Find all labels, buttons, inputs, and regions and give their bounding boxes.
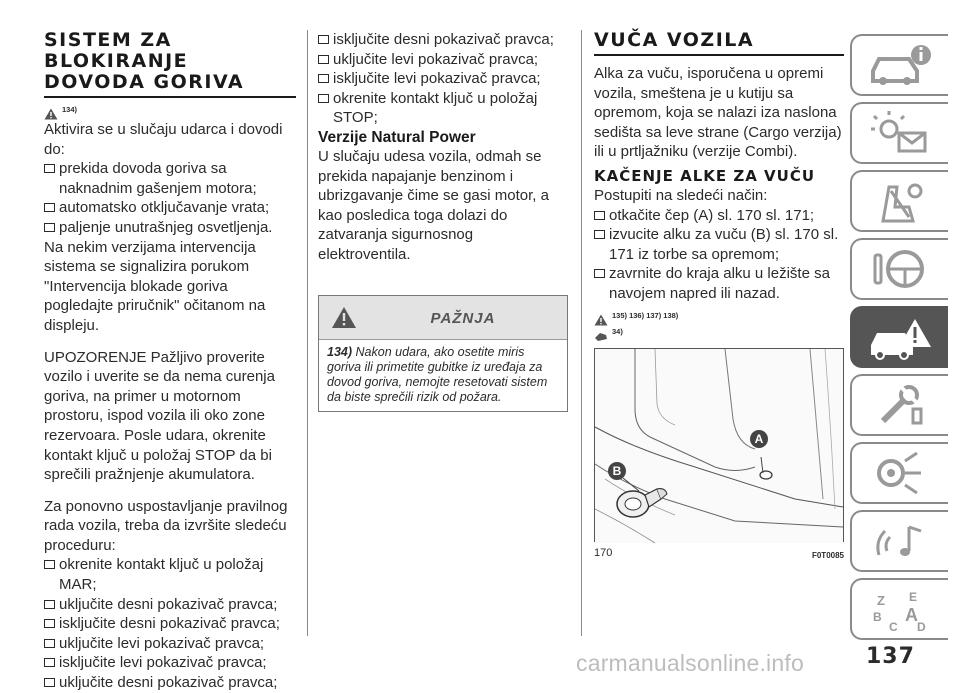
checkbox-bullet-icon [44,560,55,569]
section-title: VUČA VOZILA [594,30,844,56]
warning-box [318,295,568,412]
paragraph: Za ponovno uspostavljanje pravilnog rada vozila, treba da izvršite sledeću proceduru: [44,497,288,554]
list-item: isključite levi pokazivač pravca; [318,69,568,89]
warning-header [319,296,567,340]
checkbox-bullet-icon [594,269,605,278]
warning-title: PAŽNJA [430,309,496,327]
tab-multimedia[interactable] [850,510,948,572]
checkbox-bullet-icon [44,639,55,648]
warning-triangle-icon [594,314,608,326]
svg-text:Z: Z [877,592,885,608]
checkbox-bullet-icon [44,203,55,212]
list-item: izvucite alku za vuču (B) sl. 170 sl. 171 iz torbe sa opremom; [594,225,844,264]
list-item: zavrnite do kraja alku u ležište sa navojem napred ili nazad. [594,264,844,303]
column-towing [594,30,844,565]
checkbox-bullet-icon [318,35,329,44]
tab-servicing[interactable] [850,374,948,436]
warning-number: 134) [327,344,353,359]
checkbox-bullet-icon [44,678,55,687]
tab-technical-data[interactable] [850,442,948,504]
svg-text:B: B [873,609,882,624]
warning-lights-icon [865,109,935,157]
label-a: A [754,431,764,446]
chapter-tabs [850,34,948,646]
checkbox-bullet-icon [44,619,55,628]
list-item: automatsko otključavanje vrata; [44,198,296,218]
tow-hook-illustration [595,349,843,543]
list-item: okrenite kontakt ključ u položaj MAR; [44,555,296,594]
intro-text: Postupiti na sledeći način: [594,186,768,204]
reference-number[interactable]: 134) [62,105,78,115]
checkbox-bullet-icon [44,658,55,667]
checkbox-bullet-icon [44,164,55,173]
technical-data-icon [865,449,935,497]
checkbox-bullet-icon [318,94,329,103]
warning-text: 134) Nakon udara, ako osetite miris goriva ili primetite gubitke iz uređaja za dovod goriva, nemojte resetovati sistem da biste sprečili rizik od požara. [327,344,548,404]
section-title-line3: DOVODA GORIVA [44,72,296,98]
figure-number: 170 [594,546,613,559]
tab-index[interactable] [850,578,948,640]
watermark: carmanualsonline.info [576,650,804,676]
checkbox-bullet-icon [318,74,329,83]
checkbox-bullet-icon [594,230,605,239]
wrench-icon [865,381,935,429]
notice-reference [594,328,844,342]
list-item: prekida dovoda goriva sa naknadnim gašenjem motora; [44,159,296,198]
checkbox-bullet-icon [44,223,55,232]
multimedia-icon [865,517,935,565]
figure-code: F0T0085 [811,550,844,560]
column-separator [307,30,308,636]
list-item: isključite levi pokazivač pravca; [44,653,296,673]
subsection-title: KAČENJE ALKE ZA VUČU [594,166,816,185]
page-number: 137 [866,644,915,669]
column-separator [581,30,582,636]
list-item: isključite desni pokazivač pravca; [44,614,296,634]
list-item: uključite desni pokazivač pravca; [44,595,296,615]
list-item: uključite desni pokazivač pravca; [44,673,296,693]
list-item: uključite levi pokazivač pravca; [318,50,568,70]
svg-text:D: D [917,619,926,634]
tab-warning-lights[interactable] [850,102,948,164]
paragraph: Alka za vuču, isporučena u opremi vozila, smeštena je u kutiju sa opremom, koja se nalazi iza naslona sedišta sa leve strane (Cargo verzija) ili u prtljažniku (verzije Combi). [594,65,842,161]
subsection-title: Verzije Natural Power [318,128,476,146]
list-item: paljenje unutrašnjeg osvetljenja. [44,218,296,238]
figure-170 [594,348,844,542]
tab-in-emergency[interactable] [850,306,948,368]
tab-safety[interactable] [850,170,948,232]
figure-caption [594,544,844,566]
emergency-car-icon [865,313,935,361]
intro-text: Aktivira se u slučaju udarca i dovodi do: [44,121,283,158]
column-continued [318,30,568,412]
section-title-line2: BLOKIRANJE [44,50,189,72]
tab-starting-driving[interactable] [850,238,948,300]
list-item: isključite desni pokazivač pravca; [318,30,568,50]
paragraph: UPOZORENJE Pažljivo proverite vozilo i uverite se da nema curenja goriva, na primer u motornom prostoru, ispod vozila ili oko zone rezervoara. Posle udara, okrenite kontakt ključ u položaj STOP da bi sprečili pražnjenje akumulatora. [44,348,275,484]
paragraph: Na nekim verzijama intervencija sistema se signalizira porukom "Intervencija blokade goriva pogledajte priručnik" očitanom na displeju. [44,238,266,334]
reference-number[interactable]: 34) [612,326,623,336]
paragraph: U slučaju udesa vozila, odmah se prekida napajanje benzinom i ubrizgavanje čime se gasi motor, a kao posledica toga dolazi do zatvaranja sigurnosnog elektroventila. [318,147,549,263]
list-item: okrenite kontakt ključ u položaj STOP; [318,89,568,128]
checkbox-bullet-icon [318,55,329,64]
column-fuel-cutoff [44,30,296,693]
reference-numbers[interactable]: 135) 136) 137) 138) [612,310,679,320]
steering-wheel-icon [865,245,935,293]
label-b: B [612,463,622,478]
list-item: otkačite čep (A) sl. 170 sl. 171; [594,206,844,226]
section-title-line1: SISTEM ZA [44,29,172,51]
warning-reference [594,306,844,326]
notice-hand-icon [594,330,608,342]
warning-reference [44,100,296,120]
seat-safety-icon [865,177,935,225]
svg-text:A: A [905,604,918,625]
svg-text:C: C [889,619,898,634]
checkbox-bullet-icon [44,600,55,609]
tab-knowing-vehicle[interactable] [850,34,948,96]
warning-triangle-icon [44,108,58,120]
list-item: uključite levi pokazivač pravca; [44,634,296,654]
checkbox-bullet-icon [594,211,605,220]
svg-text:E: E [909,589,918,604]
car-info-icon [865,41,935,89]
alphabet-index-icon [865,585,935,633]
